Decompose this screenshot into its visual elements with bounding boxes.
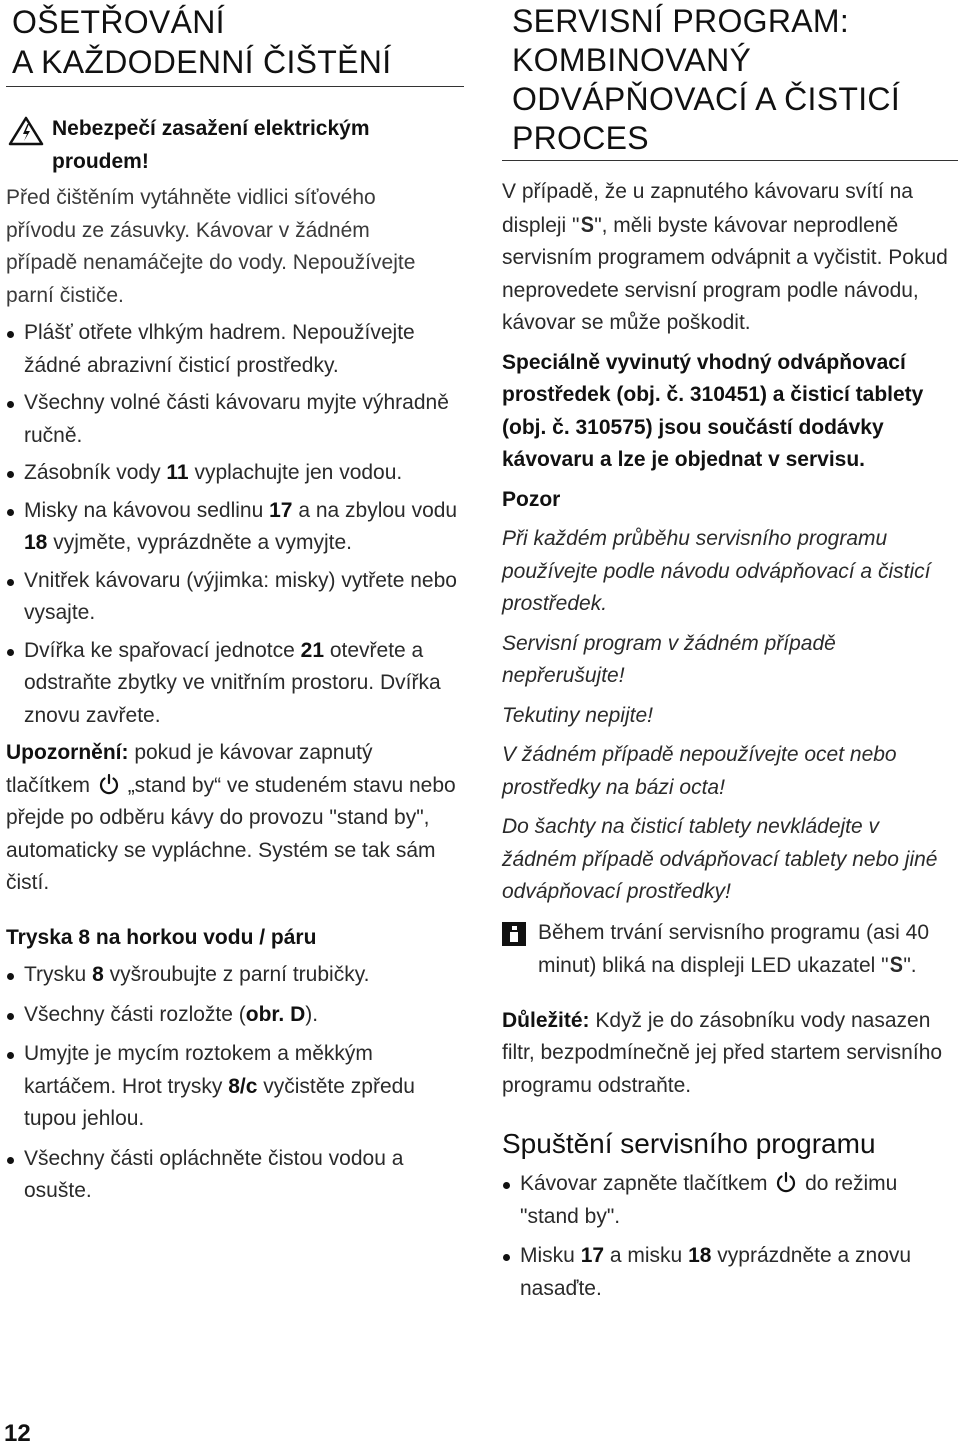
list-item: Misku 17 a misku 18 vyprázdněte a znovu nasaďte. [502,1240,954,1305]
s-indicator-glyph: S [889,952,903,977]
list-item: Plášť otřete vlhkým hadrem. Nepoužívejte žádné abrazivní čisticí prostředky. [6,317,461,382]
list-item: Všechny části rozložte (obr. D). [6,999,456,1032]
italic-warning: Servisní program v žádném případě nepřerušujte! [502,631,836,687]
list-item: Kávovar zapněte tlačítkem do režimu "stand by". [502,1168,954,1233]
right-title-line: KOMBINOVANÝ [512,42,752,78]
start-list [502,1168,954,1305]
list-item: Misky na kávovou sedlinu 17 a na zbylou vodu 18 vyjměte, vyprázdněte a vymyjte. [6,495,461,560]
nozzle-heading: Tryska 8 na horkou vodu / páru [6,925,317,949]
s-indicator-glyph: S [580,211,594,237]
italic-warning: V žádném případě nepoužívejte ocet nebo prostředky na bázi octa! [502,743,897,799]
notice-label: Upozornění: [6,741,129,764]
right-title-line: SERVISNÍ PROGRAM: [512,3,850,39]
right-title-block [502,0,958,161]
list-item: Všechny volné části kávovaru myjte výhradně ručně. [6,387,461,452]
warning-paragraph: Před čištěním vytáhněte vidlici síťového přívodu ze zásuvky. Kávovar v žádném případě nenamáčejte do vody. Nepoužívejte parní čističe. [6,186,416,307]
power-icon [775,1171,797,1193]
start-heading: Spuštění servisního programu [502,1128,876,1159]
pozor-label: Pozor [502,487,561,511]
power-icon [98,773,120,795]
nozzle-list [6,959,456,1208]
left-title-line1: OŠETŘOVÁNÍ [12,4,225,40]
warning-triangle-icon [8,116,44,146]
left-title-block [6,0,464,87]
list-item: Všechny části opláchněte čistou vodou a osušte. [6,1143,456,1208]
right-column [502,0,958,1305]
italic-warning: Tekutiny nepijte! [502,703,653,727]
important-paragraph: Důležité: Když je do zásobníku vody nasazen filtr, bezpodmínečně jej před startem servisního programu odstraňte. [502,1008,943,1097]
important-label: Důležité: [502,1008,590,1032]
special-agent-note: Speciálně vyvinutý vhodný odvápňovací prostředek (obj. č. 310451) a čisticí tablety (obj. č. 310575) jsou součástí dodávky kávovaru a lze je objednat v servisu. [502,350,924,471]
left-title-line2: A KAŽDODENNÍ ČIŠTĚNÍ [12,44,392,80]
page-number: 12 [4,1420,31,1447]
right-title-line: PROCES [512,120,649,156]
list-item: Vnitřek kávovaru (výjimka: misky) vytřete nebo vysajte. [6,565,461,630]
list-item: Umyjte je mycím roztokem a měkkým kartáčem. Hrot trysky 8/c vyčistěte zpředu tupou jehlou. [6,1038,456,1136]
notice-paragraph: Upozornění: pokud je kávovar zapnutý tlačítkem „stand by“ ve studeném stavu nebo přejde po odběru kávy do provozu "stand by", automaticky se vypláchne. Systém se tak sám čistí. [6,741,456,894]
list-item: Zásobník vody 11 vyplachujte jen vodou. [6,457,461,490]
italic-warning: Při každém průběhu servisního programu používejte podle návodu odvápňovací a čisticí prostředek. [502,527,931,615]
list-item: Dvířka ke spařovací jednotce 21 otevřete a odstraňte zbytky ve vnitřním prostoru. Dvířka znovu zavřete. [6,635,461,733]
care-list [6,317,461,732]
electric-warning [6,113,464,178]
italic-warning: Do šachty na čisticí tablety nevkládejte v žádném případě odvápňovací tablety nebo jiné odvápňovací prostředky! [502,815,938,903]
right-title-line: ODVÁPŇOVACÍ A ČISTICÍ [512,81,901,117]
info-icon [502,922,526,946]
intro-paragraph: V případě, že u zapnutého kávovaru svítí na displeji "S", měli byste kávovar neprodleně servisním programem odvápnit a vyčistit. Pokud neprovedete servisní program podle návodu, kávovar se může poškodit. [502,180,948,334]
warning-text: Nebezpečí zasažení elektrickým proudem! [52,117,370,173]
left-column [6,0,464,1208]
list-item: Trysku 8 vyšroubujte z parní trubičky. [6,959,456,992]
info-note: Během trvání servisního programu (asi 40 minut) bliká na displeji LED ukazatel "S". [502,917,958,983]
